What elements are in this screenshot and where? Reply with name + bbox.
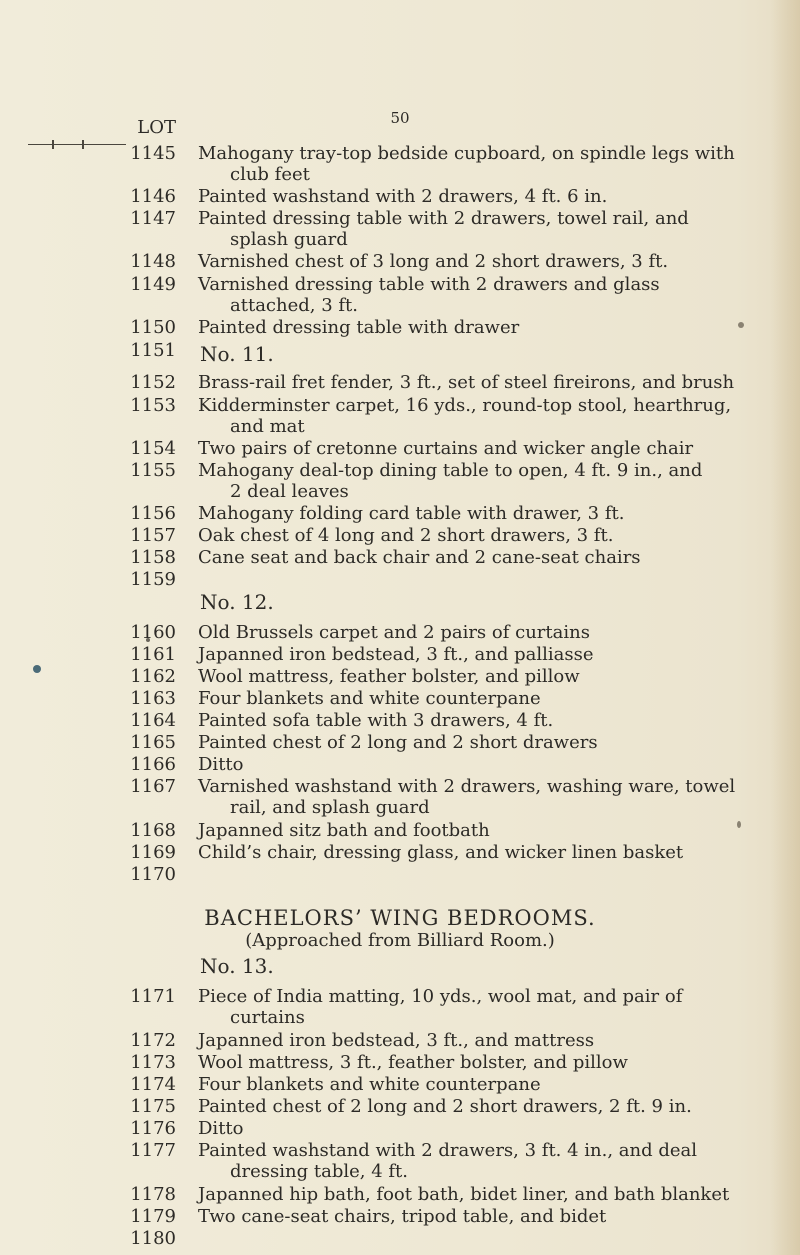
lot-number: 1159 <box>130 569 176 590</box>
lot-number: 1163 <box>130 688 176 709</box>
lot-description: Japanned iron bedstead, 3 ft., and mattress <box>198 1030 595 1051</box>
lot-number: 1152 <box>130 372 176 393</box>
lot-description-continued: and mat <box>230 416 305 437</box>
lot-number: 1162 <box>130 666 176 687</box>
lot-number: 1167 <box>130 776 176 797</box>
lot-description: Mahogany deal-top dining table to open, 4 ft. 9 in., and <box>198 460 703 481</box>
lot-description: Painted chest of 2 long and 2 short drawers, 2 ft. 9 in. <box>198 1096 692 1117</box>
lot-description: Wool mattress, feather bolster, and pillow <box>198 666 580 687</box>
lot-number: 1170 <box>130 864 176 885</box>
section-heading-bachelors-wing: BACHELORS’ WING BEDROOMS. <box>204 906 596 930</box>
lot-description-continued: curtains <box>230 1007 305 1028</box>
page-number: 50 <box>390 109 410 127</box>
section-heading-no-12: No. 12. <box>200 590 274 614</box>
lot-description: Oak chest of 4 long and 2 short drawers, 3 ft. <box>198 525 614 546</box>
lot-number: 1149 <box>130 274 176 295</box>
lot-number: 1148 <box>130 251 176 272</box>
lot-description: Varnished chest of 3 long and 2 short drawers, 3 ft. <box>198 251 669 272</box>
lot-number: 1174 <box>130 1074 176 1095</box>
lot-number: 1151 <box>130 340 176 361</box>
lot-description: Old Brussels carpet and 2 pairs of curtains <box>198 622 590 643</box>
lot-description: Painted dressing table with drawer <box>198 317 520 338</box>
lot-description-continued: 2 deal leaves <box>230 481 349 502</box>
lot-number: 1171 <box>130 986 176 1007</box>
lot-number: 1158 <box>130 547 176 568</box>
lot-number: 1157 <box>130 525 176 546</box>
lot-number: 1145 <box>130 143 176 164</box>
lot-number: 1155 <box>130 460 176 481</box>
lot-column-header: LOT <box>137 117 176 138</box>
lot-description-continued: dressing table, 4 ft. <box>230 1161 408 1182</box>
lot-description: Japanned sitz bath and footbath <box>198 820 490 841</box>
lot-description: Japanned iron bedstead, 3 ft., and palliasse <box>198 644 594 665</box>
lot-description: Painted chest of 2 long and 2 short drawers <box>198 732 598 753</box>
lot-number: 1178 <box>130 1184 176 1205</box>
section-subheading-approached: (Approached from Billiard Room.) <box>245 930 555 951</box>
lot-description: Japanned hip bath, foot bath, bidet liner, and bath blanket <box>198 1184 730 1205</box>
lot-description: Varnished dressing table with 2 drawers and glass <box>198 274 660 295</box>
lot-number: 1180 <box>130 1228 176 1249</box>
lot-description-continued: club feet <box>230 164 310 185</box>
lot-description: Painted sofa table with 3 drawers, 4 ft. <box>198 710 554 731</box>
lot-number: 1160 <box>130 622 176 643</box>
lot-number: 1166 <box>130 754 176 775</box>
lot-number: 1165 <box>130 732 176 753</box>
lot-description: Brass-rail fret fender, 3 ft., set of steel fireirons, and brush <box>198 372 735 393</box>
lot-description-continued: rail, and splash guard <box>230 797 430 818</box>
lot-number: 1153 <box>130 395 176 416</box>
lot-number: 1156 <box>130 503 176 524</box>
lot-description: Painted washstand with 2 drawers, 3 ft. 4 in., and deal <box>198 1140 698 1161</box>
lot-description: Painted dressing table with 2 drawers, towel rail, and <box>198 208 689 229</box>
lot-number: 1146 <box>130 186 176 207</box>
lot-description: Ditto <box>198 754 244 775</box>
lot-number: 1168 <box>130 820 176 841</box>
lot-number: 1161 <box>130 644 176 665</box>
lot-number: 1172 <box>130 1030 176 1051</box>
lot-description: Wool mattress, 3 ft., feather bolster, and pillow <box>198 1052 628 1073</box>
paper-blemish <box>33 665 41 673</box>
lot-description: Four blankets and white counterpane <box>198 1074 541 1095</box>
lot-description: Two cane-seat chairs, tripod table, and bidet <box>198 1206 607 1227</box>
lot-description: Four blankets and white counterpane <box>198 688 541 709</box>
lot-description: Two pairs of cretonne curtains and wicker angle chair <box>198 438 694 459</box>
pointer-rule <box>28 144 126 155</box>
section-heading-no-13: No. 13. <box>200 954 274 978</box>
lot-number: 1177 <box>130 1140 176 1161</box>
lot-description: Piece of India matting, 10 yds., wool mat, and pair of <box>198 986 683 1007</box>
lot-description-continued: attached, 3 ft. <box>230 295 359 316</box>
lot-number: 1169 <box>130 842 176 863</box>
lot-description: Varnished washstand with 2 drawers, washing ware, towel <box>198 776 736 797</box>
section-heading-no-11: No. 11. <box>200 342 274 366</box>
lot-description: Painted washstand with 2 drawers, 4 ft. 6 in. <box>198 186 608 207</box>
lot-number: 1150 <box>130 317 176 338</box>
lot-number: 1164 <box>130 710 176 731</box>
lot-description: Kidderminster carpet, 16 yds., round-top stool, hearthrug, <box>198 395 732 416</box>
lot-number: 1154 <box>130 438 176 459</box>
lot-description: Cane seat and back chair and 2 cane-seat chairs <box>198 547 641 568</box>
lot-description-continued: splash guard <box>230 229 348 250</box>
lot-description: Mahogany tray-top bedside cupboard, on spindle legs with <box>198 143 735 164</box>
page-edge-shadow <box>770 0 800 1255</box>
lot-description: Mahogany folding card table with drawer, 3 ft. <box>198 503 625 524</box>
lot-number: 1175 <box>130 1096 176 1117</box>
lot-description: Ditto <box>198 1118 244 1139</box>
lot-description: Child’s chair, dressing glass, and wicker linen basket <box>198 842 684 863</box>
lot-number: 1147 <box>130 208 176 229</box>
lot-number: 1173 <box>130 1052 176 1073</box>
lot-number: 1179 <box>130 1206 176 1227</box>
lot-number: 1176 <box>130 1118 176 1139</box>
